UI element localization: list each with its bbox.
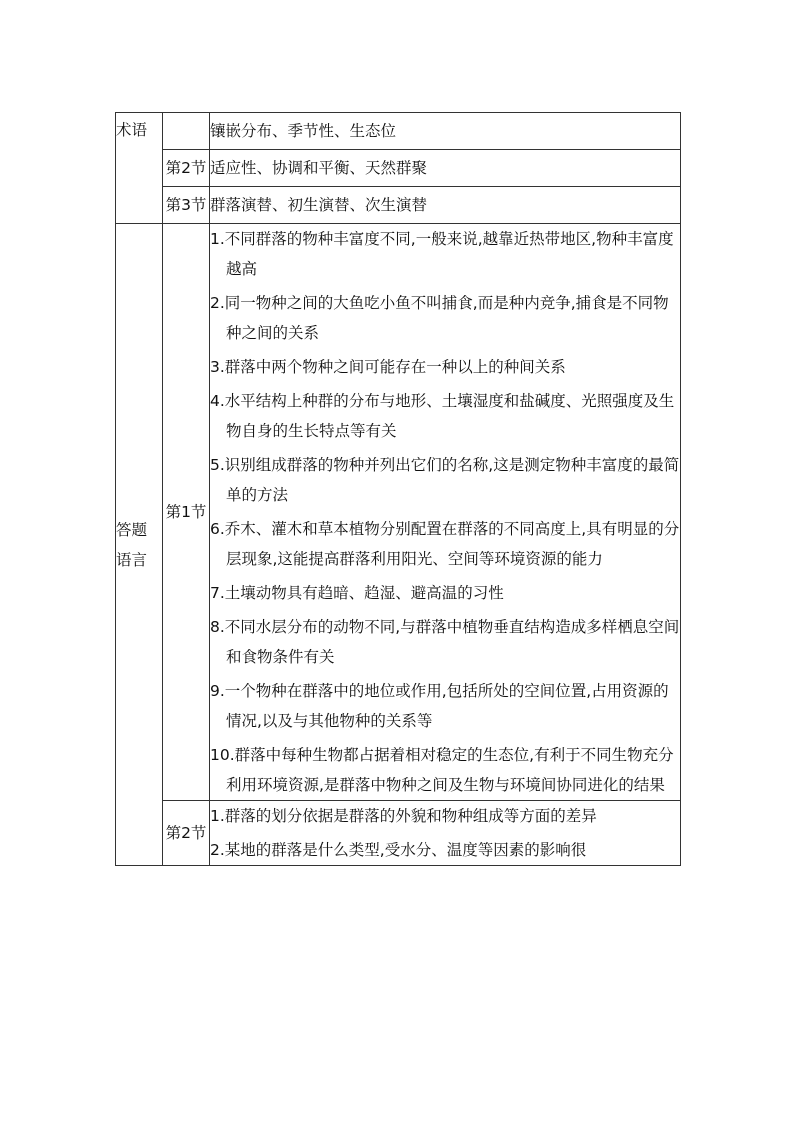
terms-label: 术语: [116, 113, 163, 224]
list-item: 1.不同群落的物种丰富度不同,一般来说,越靠近热带地区,物种丰富度越高: [210, 230, 674, 278]
answer-row-section-1: [116, 224, 681, 801]
list-item: 4.水平结构上种群的分布与地形、土壤湿度和盐碱度、光照强度及生物自身的生长特点等有关: [210, 392, 675, 440]
list-item: 10.群落中每种生物都占据着相对稳定的生态位,有利于不同生物充分利用环境资源,是群落中物种之间及生物与环境间协同进化的结果: [210, 746, 674, 794]
term-section-2: 第2节: [163, 150, 210, 187]
list-item: 6.乔木、灌木和草本植物分别配置在群落的不同高度上,具有明显的分层现象,这能提高群落利用阳光、空间等环境资源的能力: [210, 520, 680, 568]
list-item: 9.一个物种在群落中的地位或作用,包括所处的空间位置,占用资源的情况,以及与其他物种的关系等: [210, 682, 669, 730]
term-row-1: [116, 113, 681, 150]
term-section-1: [163, 113, 210, 150]
list-item: 8.不同水层分布的动物不同,与群落中植物垂直结构造成多样栖息空间和食物条件有关: [210, 618, 680, 666]
answer-section-2-content: [210, 801, 681, 866]
answers-label-line-2: 语言: [116, 550, 148, 569]
answer-section-2: 第2节: [163, 801, 210, 866]
list-item: 2.同一物种之间的大鱼吃小鱼不叫捕食,而是种内竞争,捕食是不同物种之间的关系: [210, 294, 669, 342]
term-section-3: 第3节: [163, 187, 210, 224]
term-row-2: [116, 150, 681, 187]
answers-label: [116, 224, 163, 866]
list-item: 5.识别组成群落的物种并列出它们的名称,这是测定物种丰富度的最简单的方法: [210, 456, 680, 504]
answer-row-section-2: [116, 801, 681, 866]
term-text-1: 镶嵌分布、季节性、生态位: [210, 113, 681, 150]
term-row-3: [116, 187, 681, 224]
list-item: 7.土壤动物具有趋暗、趋湿、避高温的习性: [210, 584, 504, 602]
term-text-3: 群落演替、初生演替、次生演替: [210, 187, 681, 224]
list-item: 3.群落中两个物种之间可能存在一种以上的种间关系: [210, 358, 566, 376]
answers-label-line-1: 答题: [116, 520, 148, 539]
list-item: 1.群落的划分依据是群落的外貌和物种组成等方面的差异: [210, 807, 597, 825]
term-text-2: 适应性、协调和平衡、天然群聚: [210, 150, 681, 187]
list-item: 2.某地的群落是什么类型,受水分、温度等因素的影响很: [210, 841, 587, 859]
terms-answers-table: [115, 112, 681, 866]
answer-section-1: 第1节: [163, 224, 210, 801]
answer-section-1-content: [210, 224, 681, 801]
